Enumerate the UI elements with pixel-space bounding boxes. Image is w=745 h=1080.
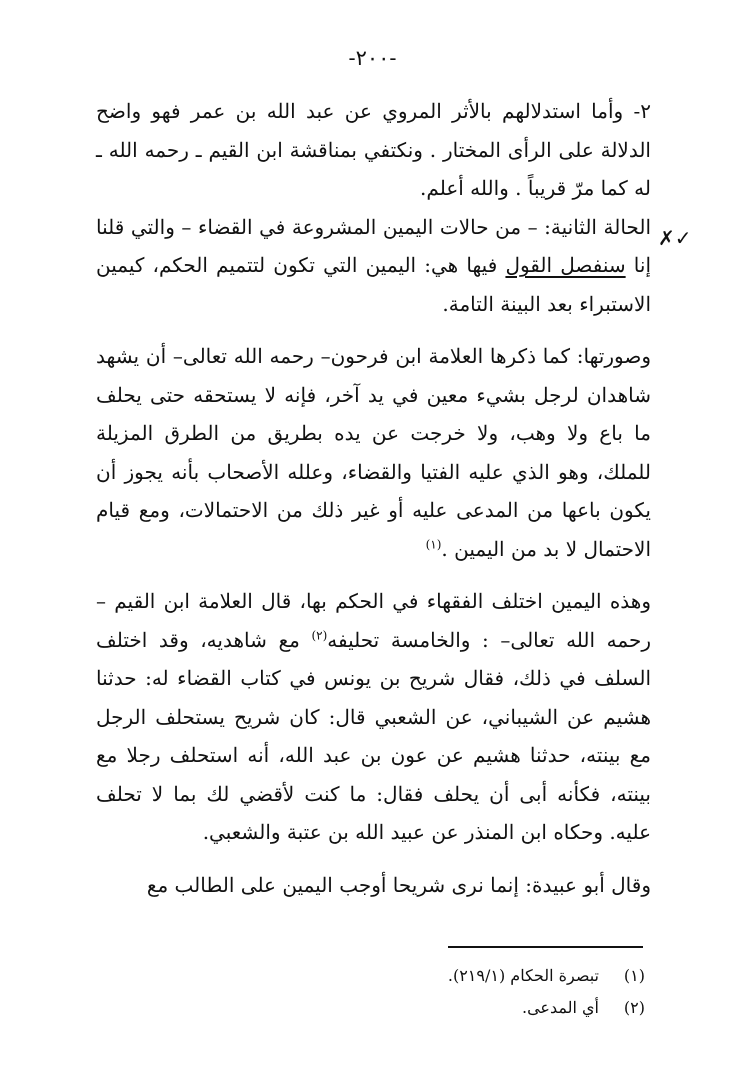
footnote-number: (١): [623, 966, 645, 985]
paragraph-2-part-c: فيها هي: اليمين التي تكون لتتميم الحكم، كيمين الاستبراء بعد البينة التامة.: [96, 253, 651, 316]
margin-check-mark: ✓✗: [658, 226, 692, 250]
footnote-1: [300, 960, 645, 992]
footnote-number: (٢): [623, 998, 645, 1017]
footnote-divider: [448, 946, 643, 948]
paragraph-3: [96, 337, 651, 568]
paragraph-1: ٢- وأما استدلالهم بالأثر المروي عن عبد الله بن عمر فهو واضح الدلالة على الرأى المختار . ونكتفي بمناقشة ابن القيم ـ رحمه الله ـ له كما مرّ قريباً . والله أعلم.: [96, 99, 651, 200]
page-number: -٢٠٠-: [348, 46, 397, 70]
paragraph-2: [96, 208, 651, 324]
body-text: [96, 92, 651, 904]
footnote-ref-1: (١): [425, 536, 442, 551]
paragraph-3-text: وصورتها: كما ذكرها العلامة ابن فرحون– رحمه الله تعالى– أن يشهد شاهدان لرجل بشيء معين في يد آخر، فإنه لا يستحقه حتى يحلف ما باع ولا وهب، ولا خرجت عن يده بطريق من الطرق المزيلة للملك، وهو الذي عليه الفتيا والقضاء، وعلله الأصحاب بأنه يجوز أن يكون باعها من المدعى عليه أو غير ذلك من الاحتمالات، ومع قيام الاحتمال لا بد من اليمين .: [96, 344, 651, 561]
paragraph-4-part-a: وهذه اليمين اختلف الفقهاء في الحكم بها، قال العلامة ابن القيم – رحمه الله تعالى– : والخامسة تحليفه: [96, 589, 651, 652]
footnote-2: [300, 992, 645, 1024]
footnote-ref-2: (٢): [311, 627, 328, 642]
paragraph-4-part-b: مع شاهديه، وقد اختلف السلف في ذلك، فقال شريح بن يونس في كتاب القضاء له: حدثنا هشيم عن الشيباني، عن الشعبي قال: كان شريح يستحلف الرجل مع بينته، حدثنا هشيم عن عون بن عبد الله، أنه استحلف رجلا مع بينته، فكأنه أبى أن يحلف فقال: ما كنت لأقضي لك بما لا تحلف عليه. وحكاه ابن المنذر عن عبيد الله بن عتبة والشعبي.: [96, 627, 651, 844]
paragraph-4: [96, 582, 651, 852]
footnote-text: تبصرة الحكام (٢١٩/١).: [447, 966, 599, 985]
underlined-phrase: سنفصل القول: [505, 253, 626, 277]
paragraph-5: وقال أبو عبيدة: إنما نرى شريحا أوجب اليمين على الطالب مع: [146, 872, 651, 897]
footnotes: [300, 960, 645, 1024]
footnote-text: أي المدعى.: [522, 998, 599, 1017]
paragraph-2-part-a: الحالة الثانية: – من حالات اليمين المشروعة في القضاء – والتي قلنا إنا: [96, 214, 651, 277]
